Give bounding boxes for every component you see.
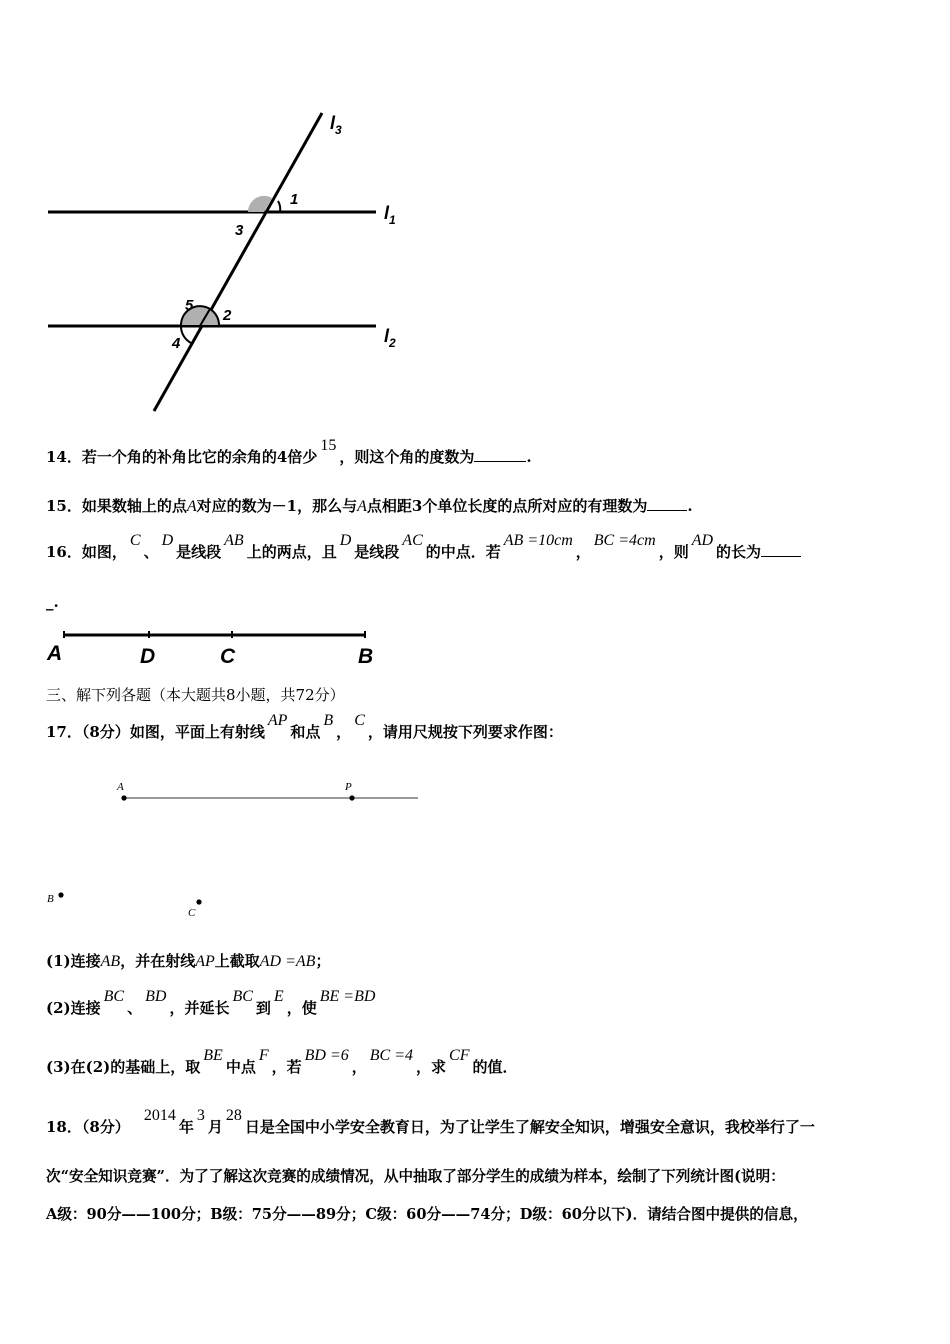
angle-5-label: 5 bbox=[185, 297, 194, 314]
question-16: 16．如图，C、D是线段AB上的两点，且D是线段AC的中点．若AB =10cm，BC =4cm，则AD的长为 bbox=[46, 541, 801, 562]
point-b bbox=[58, 892, 63, 897]
question-18-line-3: A级：90分——100分；B级：75分——89分；C级：60分——74分；D级：60分以下)．请结合图中提供的信息， bbox=[46, 1206, 808, 1223]
parallel-lines-figure bbox=[40, 105, 420, 425]
angle-4-arc bbox=[181, 326, 191, 343]
line-l3 bbox=[154, 113, 322, 411]
point-d-label: D bbox=[140, 645, 156, 667]
question-18-line-2: 次“安全知识竞赛”．为了了解这次竞赛的成绩情况，从中抽取了部分学生的成绩为样本，绘制了下列统计图(说明： bbox=[46, 1168, 785, 1185]
angle-4-label: 4 bbox=[172, 335, 181, 352]
angle-3-label: 3 bbox=[235, 222, 244, 239]
point-p bbox=[349, 795, 354, 800]
ray-figure bbox=[40, 778, 430, 923]
label-l2: $l_2$ bbox=[384, 326, 396, 350]
question-17-part-2: (2)连接BC、BD，并延长BC到E，使BE =BD bbox=[46, 988, 376, 1017]
label-l1: $l_1$ bbox=[384, 203, 396, 227]
question-17-part-3: (3)在(2)的基础上，取BE中点F，若BD =6，BC =4，求CF的值． bbox=[46, 1047, 518, 1076]
answer-blank bbox=[761, 556, 801, 557]
section-heading: 三、解下列各题（本大题共8小题，共72分） bbox=[46, 686, 345, 704]
point-c bbox=[196, 899, 201, 904]
question-16-tail: _. bbox=[46, 593, 59, 611]
question-17-part-1: (1)连接AB，并在射线AP上截取AD =AB； bbox=[46, 952, 331, 970]
point-a-label: A bbox=[117, 781, 124, 793]
point-a bbox=[121, 795, 126, 800]
angle-1-arc bbox=[278, 201, 280, 212]
point-b-label: B bbox=[358, 645, 374, 667]
answer-blank bbox=[647, 510, 687, 511]
angle-1-label: 1 bbox=[290, 191, 299, 208]
point-a-label: A bbox=[47, 642, 63, 665]
angle-2-label: 2 bbox=[223, 307, 232, 324]
point-b-label: B bbox=[47, 893, 54, 905]
point-p-label: P bbox=[345, 781, 352, 793]
label-l3: $l_3$ bbox=[330, 113, 342, 137]
point-c-label: C bbox=[220, 645, 236, 667]
segment-figure bbox=[44, 625, 384, 667]
question-18: 18．（8分）2014年3月28日是全国中小学安全教育日，为了让学生了解安全知识，增强安全意识，我校举行了一 bbox=[46, 1107, 815, 1136]
question-15: 15．如果数轴上的点A对应的数为－1，那么与A点相距3个单位长度的点所对应的有理数为 . bbox=[46, 497, 693, 515]
answer-blank bbox=[474, 461, 526, 462]
point-c-label: C bbox=[188, 907, 196, 919]
question-17: 17．（8分）如图，平面上有射线AP和点B，C，请用尺规按下列要求作图： bbox=[46, 712, 563, 741]
question-14: 14．若一个角的补角比它的余角的4倍少15，则这个角的度数为 . bbox=[46, 437, 532, 466]
